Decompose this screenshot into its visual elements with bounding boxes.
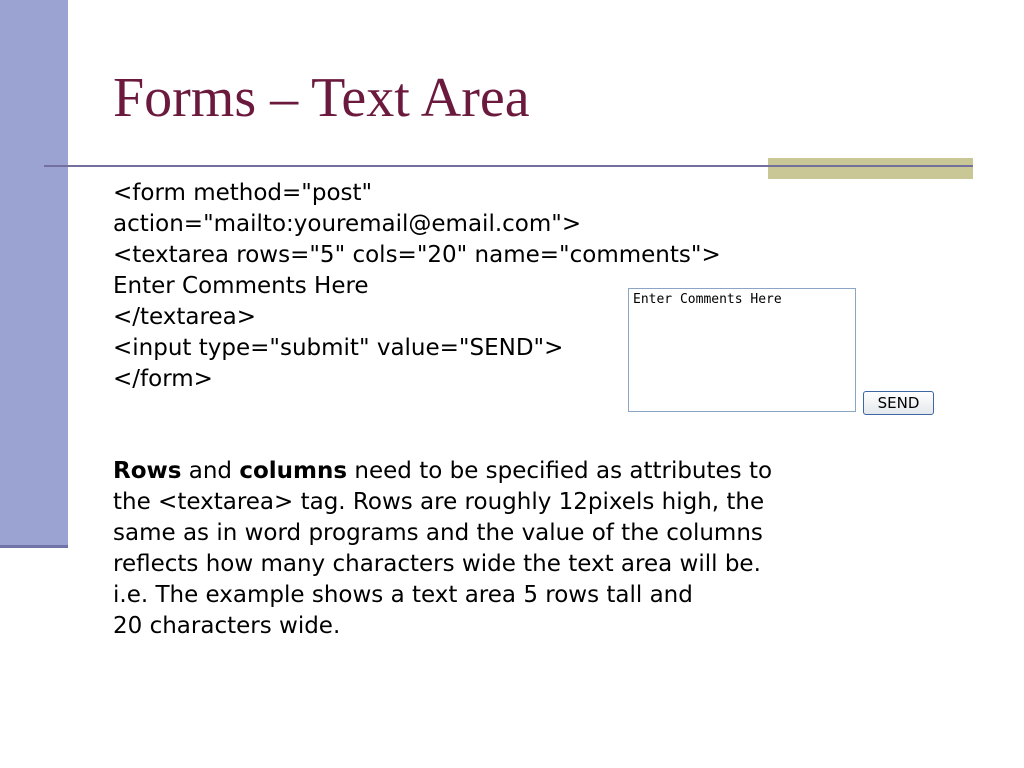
code-line: </textarea> bbox=[113, 304, 256, 330]
comments-textarea[interactable]: Enter Comments Here bbox=[628, 288, 856, 412]
left-decorative-bar bbox=[0, 0, 68, 548]
accent-block-rule bbox=[768, 165, 973, 167]
description-line-1-rest: need to be specified as attributes to bbox=[347, 458, 773, 484]
description-line-1 bbox=[113, 456, 873, 487]
description-line-3: same as in word programs and the value of the columns bbox=[113, 520, 763, 546]
rows-keyword: Rows bbox=[113, 458, 182, 484]
code-line: action="mailto:youremail@email.com"> bbox=[113, 211, 582, 237]
code-line: <textarea rows="5" cols="20" name="comments"> bbox=[113, 242, 721, 268]
left-bar-bottom-edge bbox=[0, 545, 68, 548]
code-line: </form> bbox=[113, 366, 213, 392]
and-word: and bbox=[181, 458, 240, 484]
description-text bbox=[113, 456, 873, 642]
code-line: <form method="post" bbox=[113, 180, 373, 206]
description-line-6: 20 characters wide. bbox=[113, 613, 341, 639]
description-line-4: reflects how many characters wide the text area will be. bbox=[113, 551, 761, 577]
code-line: Enter Comments Here bbox=[113, 273, 369, 299]
slide-title: Forms – Text Area bbox=[113, 67, 530, 129]
send-button[interactable]: SEND bbox=[863, 391, 934, 415]
columns-keyword: columns bbox=[239, 458, 348, 484]
title-accent-block bbox=[768, 158, 973, 179]
description-line-5: i.e. The example shows a text area 5 rows tall and bbox=[113, 582, 693, 608]
description-line-2: the <textarea> tag. Rows are roughly 12pixels high, the bbox=[113, 489, 765, 515]
code-line: <input type="submit" value="SEND"> bbox=[113, 335, 564, 361]
